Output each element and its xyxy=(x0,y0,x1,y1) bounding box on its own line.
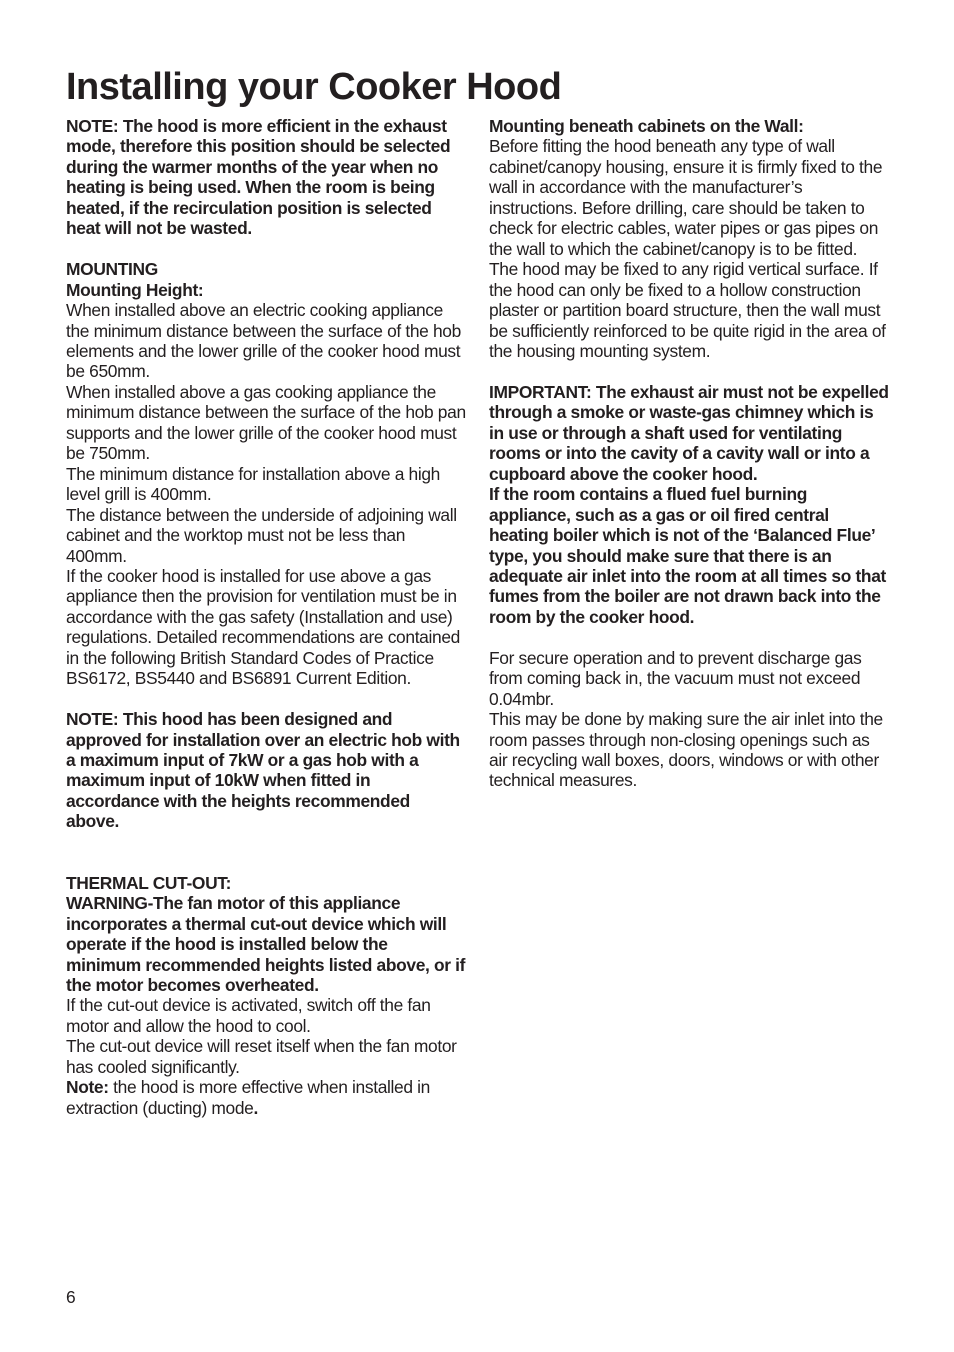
spacer xyxy=(66,689,466,709)
note-exhaust-mode: NOTE: The hood is more efficient in the exhaust mode, therefore this position should be selected during the warmer months of the year when no heating is being used. When the room is being heated, if the recirculation position is selected heat will not be wasted. xyxy=(66,116,451,239)
note-period: . xyxy=(253,1097,258,1118)
rigid-surface-paragraph: The hood may be fixed to any rigid vertical surface. If the hood can only be fixed to a hollow construction plaster or partition board structure, then the wall must be sufficiently reinforced to be quite rigid in the area of the housing mounting system. xyxy=(489,259,886,361)
left-column xyxy=(66,116,466,1118)
spacer xyxy=(66,239,466,259)
thermal-cutout-heading: THERMAL CUT-OUT: xyxy=(66,872,232,893)
mounting-heading: MOUNTING xyxy=(66,259,158,280)
before-fitting-paragraph: Before fitting the hood beneath any type of wall cabinet/canopy housing, ensure it is firmly fixed to the wall in accordance with the manufacturer’s instructions. Before drilling, care should be taken to check for electric cables, water pipes or gas pipes on the wall to which the cabinet/canopy is to be fitted. xyxy=(489,136,883,259)
page-title: Installing your Cooker Hood xyxy=(66,66,562,108)
ventilation-paragraph: If the cooker hood is installed for use above a gas appliance then the provision for ventilation must be in accordance with the gas safety (Installation and use) regulations. Detailed recommendations are contained in the following British Standard Codes of Practice BS6172, BS5440 and BS6891 Current Edition. xyxy=(66,565,460,689)
gas-distance-paragraph: When installed above a gas cooking appliance the minimum distance between the surface of the hob pan supports and the lower grille of the cooker hood must be 750mm. xyxy=(66,381,466,464)
thermal-cutout-warning: WARNING-The fan motor of this appliance incorporates a thermal cut-out device which will operate if the hood is installed below the minimum recommended heights listed above, or if the motor becomes overheated. xyxy=(66,893,466,995)
grill-distance-paragraph: The minimum distance for installation above a high level grill is 400mm. xyxy=(66,463,440,505)
cabinet-distance-paragraph: The distance between the underside of adjoining wall cabinet and the worktop must not be less than 400mm. xyxy=(66,504,457,566)
cutout-activated-paragraph: If the cut-out device is activated, switch off the fan motor and allow the hood to cool. xyxy=(66,995,431,1036)
electric-distance-paragraph: When installed above an electric cooking appliance the minimum distance between the surface of the hob elements and the lower grille of the cooker hood must be 650mm. xyxy=(66,300,461,382)
note-label: Note: xyxy=(66,1077,109,1098)
extraction-mode-note xyxy=(66,1077,466,1118)
spacer xyxy=(489,361,889,381)
wall-mounting-heading: Mounting beneath cabinets on the Wall: xyxy=(489,116,804,136)
mounting-height-heading: Mounting Height: xyxy=(66,279,204,300)
important-exhaust-warning: IMPORTANT: The exhaust air must not be expelled through a smoke or waste-gas chimney which is in use or through a shaft used for ventilating rooms or into the cavity of a cavity wall or into a cupboard above the cooker hood. xyxy=(489,381,889,484)
secure-operation-paragraph: For secure operation and to prevent discharge gas from coming back in, the vacuum must not exceed 0.04mbr. xyxy=(489,647,862,709)
note-approved-installation: NOTE: This hood has been designed and approved for installation over an electric hob with a maximum input of 7kW or a gas hob with a maximum input of 10kW when fitted in accordance with the heights recommended above. xyxy=(66,709,460,832)
spacer xyxy=(66,832,466,873)
right-column xyxy=(489,116,889,791)
page-number: 6 xyxy=(66,1287,76,1307)
spacer xyxy=(489,627,889,647)
cutout-reset-paragraph: The cut-out device will reset itself when the fan motor has cooled significantly. xyxy=(66,1036,457,1077)
air-inlet-paragraph: This may be done by making sure the air inlet into the room passes through non-closing openings such as air recycling wall boxes, doors, windows or with other technical measures. xyxy=(489,709,883,791)
note-text: the hood is more effective when installed in extraction (ducting) mode xyxy=(66,1077,431,1118)
flued-appliance-warning: If the room contains a flued fuel burning appliance, such as a gas or oil fired central heating boiler which is not of the ‘Balanced Flue’ type, you should make sure that there is an adequate air inlet into the room at all times so that fumes from the boiler are not drawn back into the room by the cooker hood. xyxy=(489,484,886,627)
